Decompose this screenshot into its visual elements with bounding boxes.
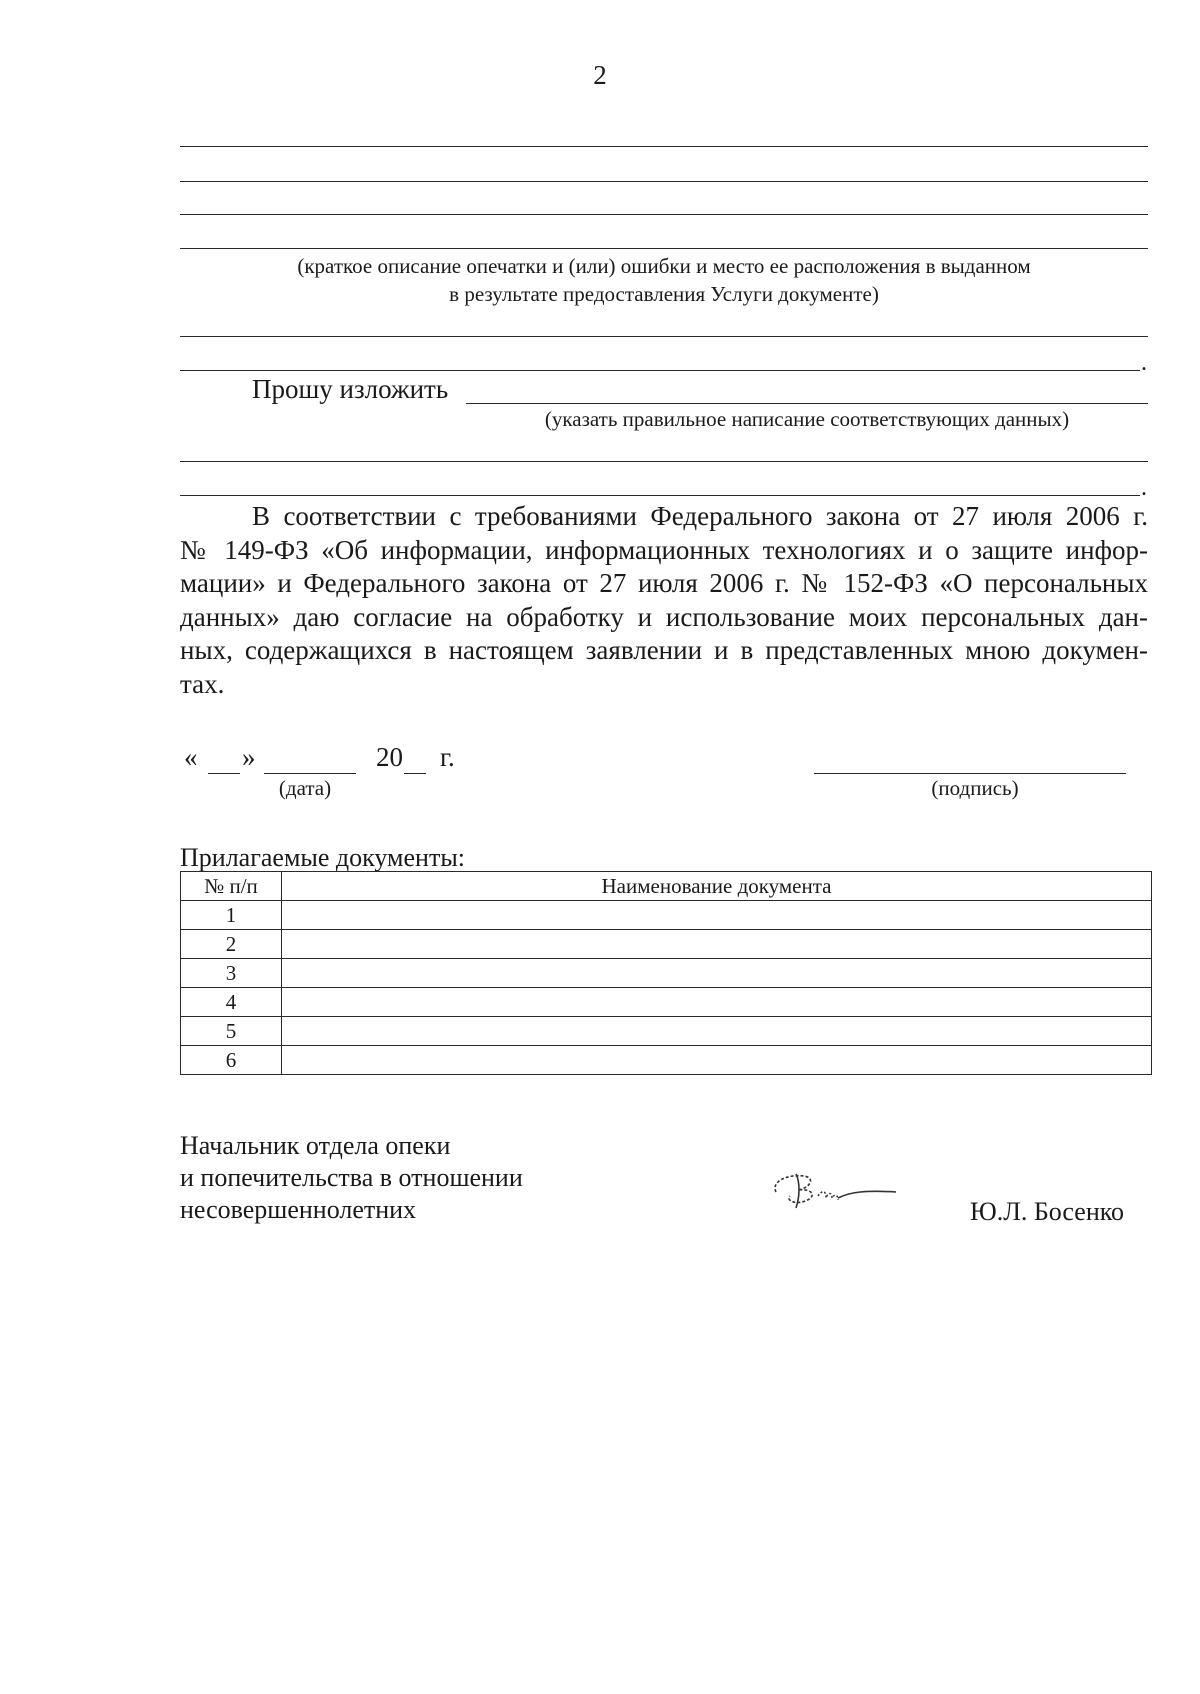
document-name-cell[interactable] (282, 959, 1152, 988)
blank-line[interactable] (180, 146, 1148, 147)
end-dot: . (1141, 350, 1147, 376)
attachments-table (180, 871, 1152, 1075)
document-name-cell[interactable] (282, 1046, 1152, 1075)
date-day-field[interactable] (208, 773, 240, 774)
row-number: 5 (181, 1017, 282, 1046)
signer-position-line: несовершеннолетних (180, 1195, 417, 1224)
row-number: 3 (181, 959, 282, 988)
signer-name: Ю.Л. Босенко (970, 1197, 1125, 1226)
attachments-title: Прилагаемые документы: (180, 843, 466, 872)
signer-position (180, 1130, 523, 1226)
table-row[interactable] (181, 930, 1152, 959)
table-row[interactable] (181, 901, 1152, 930)
date-year-prefix: 20 (376, 742, 403, 772)
consent-line: № 149-ФЗ «Об информации, информационных технологиях и о защите инфор- (180, 534, 1148, 565)
date-month-field[interactable] (264, 773, 356, 774)
blank-line[interactable] (180, 336, 1148, 337)
consent-paragraph (180, 500, 1148, 701)
signer-position-line: Начальник отдела опеки (180, 1131, 451, 1160)
col-name-header: Наименование документа (282, 872, 1152, 901)
blank-line[interactable] (180, 461, 1148, 462)
table-header-row (181, 872, 1152, 901)
row-number: 1 (181, 901, 282, 930)
consent-line: мации» и Федерального закона от 27 июля 2006 г. № 152-ФЗ «О персональных (180, 568, 1148, 598)
date-caption: (дата) (278, 776, 332, 800)
page-number: 2 (593, 60, 607, 90)
blank-line[interactable] (180, 495, 1140, 496)
row-number: 4 (181, 988, 282, 1017)
consent-line: ных, содержащихся в настоящем заявлении и в представленных мною докумен- (180, 635, 1148, 665)
row-number: 6 (181, 1046, 282, 1075)
error-caption-line2: в результате предоставления Услуги документе) (449, 282, 879, 306)
blank-line[interactable] (180, 370, 1140, 371)
request-input-line[interactable] (466, 403, 1148, 404)
date-close-quote: » (242, 742, 256, 772)
blank-line[interactable] (180, 214, 1148, 215)
consent-line: тах. (180, 668, 225, 699)
signature-field[interactable] (814, 773, 1126, 774)
blank-line[interactable] (180, 181, 1148, 182)
date-open-quote: « (184, 742, 198, 772)
document-name-cell[interactable] (282, 901, 1152, 930)
consent-line: данных» даю согласие на обработку и использование моих персональных дан- (180, 601, 1148, 632)
request-caption: (указать правильное написание соответствующих данных) (544, 407, 1070, 431)
signature-caption: (подпись) (931, 776, 1019, 800)
table-row[interactable] (181, 959, 1152, 988)
table-row[interactable] (181, 1017, 1152, 1046)
date-year-field[interactable] (404, 773, 426, 774)
consent-line: В соответствии с требованиями Федерального закона от 27 июля 2006 г. (252, 501, 1148, 531)
handwritten-signature (766, 1152, 906, 1222)
row-number: 2 (181, 930, 282, 959)
table-row[interactable] (181, 1046, 1152, 1075)
date-year-suffix: г. (440, 742, 455, 772)
table-row[interactable] (181, 988, 1152, 1017)
request-label: Прошу изложить (252, 374, 449, 404)
error-caption-line1: (краткое описание опечатки и (или) ошибки и место ее расположения в выданном (297, 254, 1031, 278)
col-num-header: № п/п (181, 872, 282, 901)
signer-position-line: и попечительства в отношении (180, 1163, 523, 1192)
blank-line[interactable] (180, 248, 1148, 249)
end-dot: . (1141, 475, 1147, 501)
document-name-cell[interactable] (282, 988, 1152, 1017)
document-name-cell[interactable] (282, 930, 1152, 959)
document-name-cell[interactable] (282, 1017, 1152, 1046)
